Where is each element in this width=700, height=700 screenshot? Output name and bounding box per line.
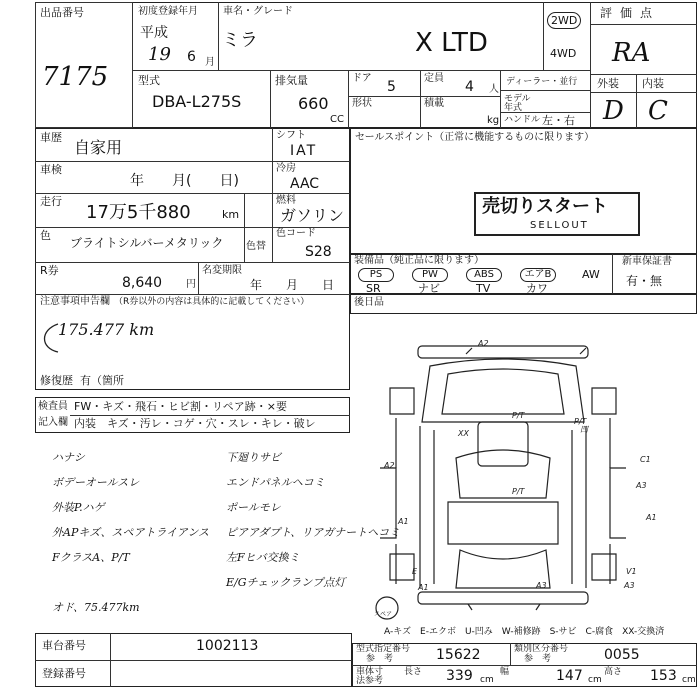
inspector-note: ボデーオールスレ	[52, 476, 140, 489]
inspector-note: 下廻りサビ	[226, 451, 281, 464]
kg-unit: kg	[487, 115, 500, 126]
damage-diagram	[360, 318, 697, 628]
model-label: 型式	[138, 74, 160, 87]
mark-a1-bottom: A1	[418, 583, 429, 592]
seats-value: 4	[465, 79, 474, 95]
mark-e: E	[412, 567, 418, 576]
width-label: 幅	[500, 667, 510, 677]
inspector-note: ハナシ	[52, 451, 85, 464]
load-label: 積載	[424, 98, 444, 109]
mileage-value: 17万5千880	[86, 202, 191, 223]
tax-value: 8,640	[122, 275, 163, 291]
model-year-label: モデル年式	[504, 94, 531, 113]
displacement-value: 660	[298, 94, 329, 113]
reg-month: 6	[187, 49, 196, 65]
new-warranty-value: 有・無	[626, 274, 663, 288]
inspector-int-label: 記入欄	[38, 417, 68, 428]
length-value: 339	[446, 668, 473, 684]
inspection-label: 車検	[40, 163, 62, 176]
fuel-value: ガソリン	[280, 206, 345, 225]
length-label: 長さ	[404, 667, 423, 677]
ac-label: 冷房	[276, 163, 296, 174]
color-code-value: S28	[305, 244, 332, 260]
mark-a1-left: A1	[398, 517, 409, 526]
width-value: 147	[556, 668, 583, 684]
color-change-label: 色替	[246, 241, 266, 252]
mark-pt-mid: P/T	[512, 487, 525, 496]
mark-a2-top: A2	[478, 339, 489, 348]
displacement-label: 排気量	[275, 74, 308, 87]
inspector-ext-label: 検査員	[38, 401, 68, 412]
tax-label: R券	[40, 264, 59, 277]
lot-number: 7175	[42, 62, 109, 92]
inspector-note: ポールモレ	[226, 501, 281, 514]
equip-leather: カワ	[526, 282, 548, 295]
drive-4wd: 4WD	[550, 47, 577, 60]
mark-pt-right: P/T	[574, 417, 587, 426]
damage-legend: A-キズ E-エクボ U-凹み W-補修跡 S-サビ C-腐食 XX-交換済	[384, 627, 665, 637]
selling-label: セールスポイント（正常に機能するものに限ります）	[355, 132, 595, 143]
doors-value: 5	[387, 79, 396, 95]
inspector-ext-items: FW・キズ・飛石・ヒビ割・リペア跡・×要	[74, 400, 287, 413]
equipment-label: 装備品（純正品に限ります）	[354, 255, 484, 266]
reg-year: 19	[148, 44, 171, 65]
inspector-note: FクラスA、P/T	[52, 551, 130, 564]
mark-a1-right: A1	[646, 513, 657, 522]
height-label: 高さ	[604, 667, 623, 677]
score-value: RA	[612, 38, 651, 68]
equip-airbag: エアB	[520, 268, 556, 282]
length-unit: cm	[480, 675, 494, 685]
width-unit: cm	[588, 675, 602, 685]
ac-value: AAC	[290, 176, 320, 192]
shift-value: IAT	[290, 143, 318, 159]
interior-grade: C	[648, 96, 668, 126]
equip-aw: AW	[582, 268, 600, 281]
name-change-label: 名変期限	[202, 265, 242, 276]
fuel-label: 燃料	[276, 195, 296, 206]
stamp-sub: SELLOUT	[530, 220, 589, 231]
km-unit: km	[222, 208, 240, 221]
equip-abs: ABS	[466, 268, 502, 282]
inspector-note: エンドパネルヘコミ	[226, 476, 325, 489]
height-value: 153	[650, 668, 677, 684]
mark-a3-bottom: A3	[536, 581, 547, 590]
cc-unit: CC	[330, 114, 344, 125]
inspector-note: 左Fヒバ交換ミ	[226, 551, 300, 564]
era: 平成	[140, 25, 168, 41]
notes-label: 注意事項申告欄	[40, 296, 110, 307]
inspector-note: 外APキズ、スペアトライアンス	[52, 526, 210, 539]
inspection-value: 年 月( 日)	[130, 173, 239, 189]
model-value: DBA-L275S	[152, 92, 242, 111]
inspector-note: E/Gチェックランプ点灯	[226, 576, 346, 589]
exterior-label: 外装	[597, 77, 619, 90]
type-no-sub: 参 考	[366, 654, 394, 664]
first-reg-label: 初度登録年月	[138, 6, 198, 17]
notes-handwritten: 175.477 km	[58, 320, 155, 339]
usage-value: 自家用	[74, 138, 123, 157]
repair-label: 修復歴	[40, 374, 73, 387]
inspector-note: オド、75.477km	[52, 601, 140, 614]
score-label: 評価点	[600, 6, 661, 20]
equip-sr: SR	[366, 282, 381, 295]
mark-a3-rear: A3	[624, 581, 635, 590]
height-unit: cm	[682, 675, 696, 685]
stamp-text: 売切りスタート	[482, 196, 608, 217]
type-no-label: 型式指定番号	[356, 644, 411, 654]
mark-dent: 凹	[580, 425, 588, 434]
interior-label: 内装	[642, 77, 664, 90]
category-label: 類別区分番号	[514, 644, 569, 654]
exterior-grade: D	[603, 96, 624, 126]
mark-pt-top: P/T	[512, 411, 525, 420]
person-unit: 人	[489, 84, 499, 95]
usage-label: 車歴	[40, 131, 62, 144]
name-change-value: 年 月 日	[250, 278, 335, 292]
yen-unit: 円	[186, 279, 196, 290]
chassis-value: 1002113	[196, 638, 259, 654]
doors-label: ドア	[352, 73, 372, 84]
repair-value: 有（箇所	[80, 374, 124, 387]
notes-arrow	[36, 318, 76, 358]
notes-sub: （R券以外の内容は具体的に記載してください）	[114, 297, 310, 307]
mark-a3-right: A3	[636, 481, 647, 490]
dealer-label: ディーラー・並行	[506, 77, 578, 87]
drive-2wd: 2WD	[547, 12, 581, 29]
mark-c1: C1	[640, 455, 651, 464]
mileage-label: 走行	[40, 195, 62, 208]
inspector-note: 外装P.ハゲ	[52, 501, 105, 514]
history-frame	[35, 128, 350, 390]
equip-tv: TV	[476, 282, 491, 295]
color-value: ブライトシルバーメタリック	[70, 236, 224, 250]
equip-navi: ナビ	[418, 282, 440, 295]
chassis-label: 車台番号	[42, 639, 86, 652]
car-name: ミラ	[222, 30, 258, 51]
equip-ps: PS	[358, 268, 394, 282]
mark-a2-left: A2	[384, 461, 395, 470]
mark-xx: XX	[458, 429, 469, 438]
color-code-label: 色コード	[276, 228, 316, 239]
reg-number-label: 登録番号	[42, 667, 86, 680]
inspector-int-items: 内装 キズ・汚レ・コゲ・穴・スレ・キレ・破レ	[74, 417, 316, 430]
shift-label: シフト	[276, 130, 306, 141]
handle-label: ハンドル	[504, 115, 541, 125]
shape-label: 形状	[352, 98, 372, 109]
handle-value: 左・右	[542, 114, 575, 127]
category-sub: 参 考	[524, 654, 552, 664]
dims-label: 車体寸法参考	[356, 667, 384, 686]
inspector-note: ピアアダプト、リアガナートヘコミ	[226, 526, 401, 539]
post-delivery-frame	[350, 294, 697, 314]
category-value: 0055	[604, 647, 640, 663]
spare-label: スペア	[374, 611, 393, 618]
mark-v1: V1	[626, 567, 637, 576]
seats-label: 定員	[424, 73, 444, 84]
color-label: 色	[40, 229, 51, 242]
name-grade-label: 車名・グレード	[223, 6, 293, 17]
top-section-frame	[35, 2, 697, 128]
grade: X LTD	[415, 28, 488, 58]
new-warranty-label: 新車保証書	[622, 256, 672, 267]
equip-pw: PW	[412, 268, 448, 282]
lot-label: 出品番号	[40, 6, 84, 19]
type-no-value: 15622	[436, 647, 481, 663]
post-delivery-label: 後日品	[354, 297, 384, 308]
month-unit: 月	[205, 57, 215, 68]
